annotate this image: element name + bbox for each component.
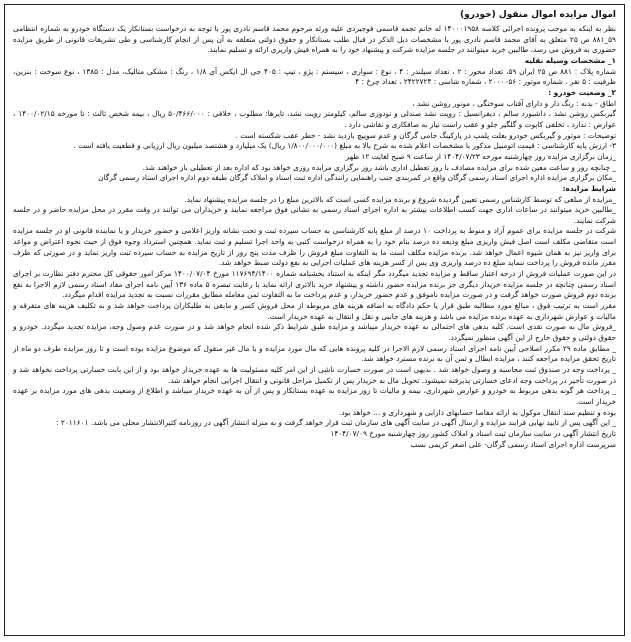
notice-paragraph: شماره پلاک : ۸۸۱ ص ۲۵ ایران ۵۹، تعداد محور : ۲ ، تعداد سیلندر : ۴ ، نوع : سواری ، سیستم : پژو ، تیپ : ۴۰۵ جی ال ایکس آی ۱/۸ ، رنگ : مشکی متالیک، مدل : ۱۳۸۵ ، نوع سوخت : بنزین، ظرفیت : ۵ نفر ، شماره موتور : ۲۰۰۰۰۵۶ ، شماره شاسی : ۲۴۲۲۷۲۴ ، تعداد چرخ : ۴: [13, 66, 616, 87]
notice-paragraph: _ مطابق ماده ۲۹ مکرر اصلاحی آیین نامه اجرای اسناد رسمی لازم الاجرا در کلیه پرونده هایی که مال مورد مزایده و یا مال غیر منقول که موضوع مزایده بوده است و تا روز مزایده طرف دو ماه از تاریخ تحقق مزایده مراجعه کنند ، مزایده ابطال و ثمن آن به برنده مسترد خواهد شد.: [13, 343, 617, 364]
notice-paragraph: نظر به اینکه به موجب پرونده اجرائی کلاسه ۱۴۰۰۰۱۹۵۸ له خانم تجمه قاسمی فوجیردی علیه ورثه مرحوم محمد قاسم نادری پور با توجه به درخواست بستانکار یک دستگاه خودرو به شماره انتظامی ۵۹_۸۸۱ ص ۲۵ متعلق به آقای محمد قاسم نادری پور با مشخصات ذیل الذکر در قبال طلب بستانکار و حقوق دولتی متعلقه به آن پس از انجام کارشناسی و طی تشریفات قانونی از طریق مزایده حضوری به فروش می رسد، طالبین خرید میتوانند در جلسه مزایده شرکت و پیشنهاد خود را به همراه فیش واریزی ارائه و تسلیم نمایند.: [13, 24, 616, 55]
notice-paragraph: _ چنانچه روز و ساعت معین شده برای مزایده مصادف با روز تعطیل اداری باشد روز برگزاری مزایده روزی خواهد بود که اداره بعد از تعطیلی باز خواهند شد.: [142, 162, 616, 172]
notice-paragraph: توضیحات : موتور و گیربکس خودرو بعلت پلمپ در پارکینگ جامی گرگان و عدم سوییچ بازدید نشد - خطر عقب شکسته است .: [235, 130, 616, 140]
notice-paragraph: ۲_ وضعیت خودرو :: [548, 87, 616, 97]
notice-paragraph: در این صورت عملیات فروش از درجه اعتبار ساقط و مزایده تجدید میگردد مگر اینکه به استناد بخشنامه شماره ۱۱۷۶۹۴/۱۴۰۰ مورخ ۱۴۰۰/۰۷/۰۴ مرکز امور حقوقی کل محترم دفتر نظارت بر اجرای اسناد رسمی چنانچه در جلسه مزایده خریدار دیگری جز برنده مزایده حضور داشته و پیشنهاد خرید بالاتری ارائه نماید با رعایت تبصره ۵ ماده ۱۳۶ آیین نامه اجرای مفاد اسناد رسمی لازم الاجرا به نفع برنده دوم فروش صورت خواهد گرفت و در صورت مزایده ناموفق و عدم حضور خریدار، و عدم پرداخت ما به التفاوت ثمن معامله مطابق مقررات نسبت به تجدید مزایده اقدام میگردد.: [13, 269, 616, 300]
notice-paragraph: ۳- ارزش پایه کارشناسی : قیمت اتومبیل مذکور با مشخصات اعلام شده به شرح بالا به مبلغ (۱/۸۰۰/۰۰۰/۰۰۰ ریال) یک میلیارد و هشتصد میلیون ریال ارزیابی و قطعیت یافته است .: [73, 141, 616, 151]
notice-paragraph: تاریخ انتشار آگهی در سایت سازمان ثبت اسناد و املاک کشور روز چهارشنبه مورخ ۱۴۰۴/۰۷/۰۹: [330, 428, 616, 438]
notice-paragraph: _طالبین خرید میتوانند در ساعات اداری جهت کسب اطلاعات بیشتر به اداره اجرای اسناد رسمی به نشانی فوق مراجعه نمایند و خریداران می توانند در وقت مقرر در محل مزایده حاضر و در جلسه شرکت نمایند.: [13, 205, 616, 225]
notice-paragraph: شرکت در جلسه مزایده برای عموم آزاد و منوط به پرداخت ۱۰ درصد از مبلغ پایه کارشناسی به حساب سپرده ثبت و تحت نشانه واریز اعلامی و حضور خریدار و یا نماینده قانونی او در جلسه مزایده است متقاضی مکلف است اصل فیش واریزی مبلغ ودیعه ده درصد بنام خود را به همراه درخواست کتبی به واحد اجرا تسلیم و ثبت نماید. همچنین استرداد وجوه فوق از حیث نحوه اعتراض و مواعد برای واریز نیز به همان شیوه اعمال خواهد شد. برنده مزایده مکلف است ما به التفاوت مبلغ فروش را ظرف مدت پنج روز از تاریخ مزایده به حساب سپرده ثبت واریز نماید و در صورتی که ظرف مقرر مانده فروش را پرداخت ننماید مبلغ ده درصد واریزی وی پس از کسر هزینه های عملیات اجرایی به نفع دولت ضبط خواهد شد.: [13, 226, 616, 268]
notice-paragraph: _ پرداخت هر گونه بدهی مربوط به خودرو و عوارض شهرداری، بیمه و مالیات تا روز مزایده به عهده بستانکار و پس از آن به عهده خریدار میباشد و اطلاع از وضعیت بدهی های مورد مزایده بر عهده خریدار است.: [13, 386, 616, 406]
notice-body: [13, 24, 616, 450]
notice-paragraph: _زمان برگزاری مزایده روز چهارشنبه مورخه ۱۴۰۴/۰۷/۲۳ از ساعت ۹ صبح لغایت ۱۲ ظهر: [345, 151, 616, 161]
notice-paragraph: _مزایده از مبلغی که توسط کارشناس رسمی تعیین گردیده شروع و برنده مزایده کسی است که بالاترین مبلغ را در جلسه مزایده پیشنهاد نماید.: [184, 194, 616, 204]
notice-title: اموال مزایده اموال منقول (خودرو): [460, 10, 616, 20]
notice-paragraph: بوده و تنظیم سند انتقال موکول به ارائه مفاصا حسابهای دارایی و شهرداری و ... خواهد بود.: [339, 407, 616, 417]
notice-paragraph: سرپرست اداره اجرای اسناد رسمی گرگان- علی اصغر کریمی نسب: [410, 439, 616, 449]
auction-notice: [4, 4, 625, 636]
notice-paragraph: _ پرداخت وجه در صندوق ثبت محاسبه و وصول خواهد شد . بدیهی است در صورت خسارت ناشی از این امر کلیه مسئولیت ها به عهده خریدار خواهد بود و از این بابت خسارتی پرداخت نخواهد شد و در صورت تأخیر در پرداخت وجه ادعای خسارتی پذیرفته نمیشود. تحویل مال به خریدار پس از تکمیل مراحل قانونی و انتقال اجرایی انجام خواهد شد.: [13, 365, 616, 385]
notice-paragraph: اطاق - بدنه : رنگ دار و دارای آفتاب سوختگی ، موتور روشن نشد ،: [412, 98, 616, 108]
notice-paragraph: _مکان برگزاری مزایده اداره اجرای اسناد رسمی گرگان واقع در کمربندی جنب راهنمایی رانندگی اداره ثبت اسناد و املاک گرگان طبقه دوم اداره اجرای اسناد رسمی گرگان: [98, 173, 616, 183]
notice-paragraph: شرایط مزایده:: [562, 183, 616, 193]
notice-paragraph: گیربکس روشن نشد ، داشبورد سالم ، دیفرانسیل : رویت نشد صندلی و تودوزی سالم، کیلومتر رویت نشد، تایرها: مطلوب ، خلافی : ۵۰/۴۶۶/۰۰۰ ریال ، بیمه شخص ثالث : تا مورخه ۱۴۰۰/۰۲/۱۵ ، عوارض : ندارد ، تخلفی کاپوت و گلگیر جلو و عقب راست نیاز به صافکاری و نقاشی دارد .: [13, 109, 616, 129]
notice-paragraph: _ این آگهی پس از تایید نهایی فرایند مزایده و ارسال آگهی در سایت آگهی های سازمان ثبت قرار خواهد گرفت و به منزله انتشار آگهی در روزنامه کثیرالانتشار محلی می باشد. ۲۰۱۱۶۰۱ :: [56, 418, 616, 428]
notice-paragraph: _فروش مال به صورت نقدی است. کلیه بدهی های احتمالی به عهده خریدار میباشد و مزایده طبق شرایط ذکر شده انجام خواهد شد و در صورت عدم وصول وجه، مزایده تجدید میگردد. خودرو و حقوق دولتی و حقوق خارج از این آگهی منظور نمیگردد.: [13, 322, 616, 343]
notice-paragraph: ۱_ مشخصات وسیله نقلیه: [524, 55, 616, 65]
notice-paragraph: مقرر است به ترتیب فوق ، مبالغ مورد مطالبه طبق قرار یا حکم دادگاه به اضافه هزینه های مربوطه از محل فروش کسر و مابقی به طلبکاران پرداخت خواهد شد و به تکلیف هزینه های متفرقه و مالیات و عوارض شهرداری به عهده برنده مزایده می باشد و هزینه های جانبی و نقل و انتقال به عهده خریدار است.: [13, 301, 616, 321]
